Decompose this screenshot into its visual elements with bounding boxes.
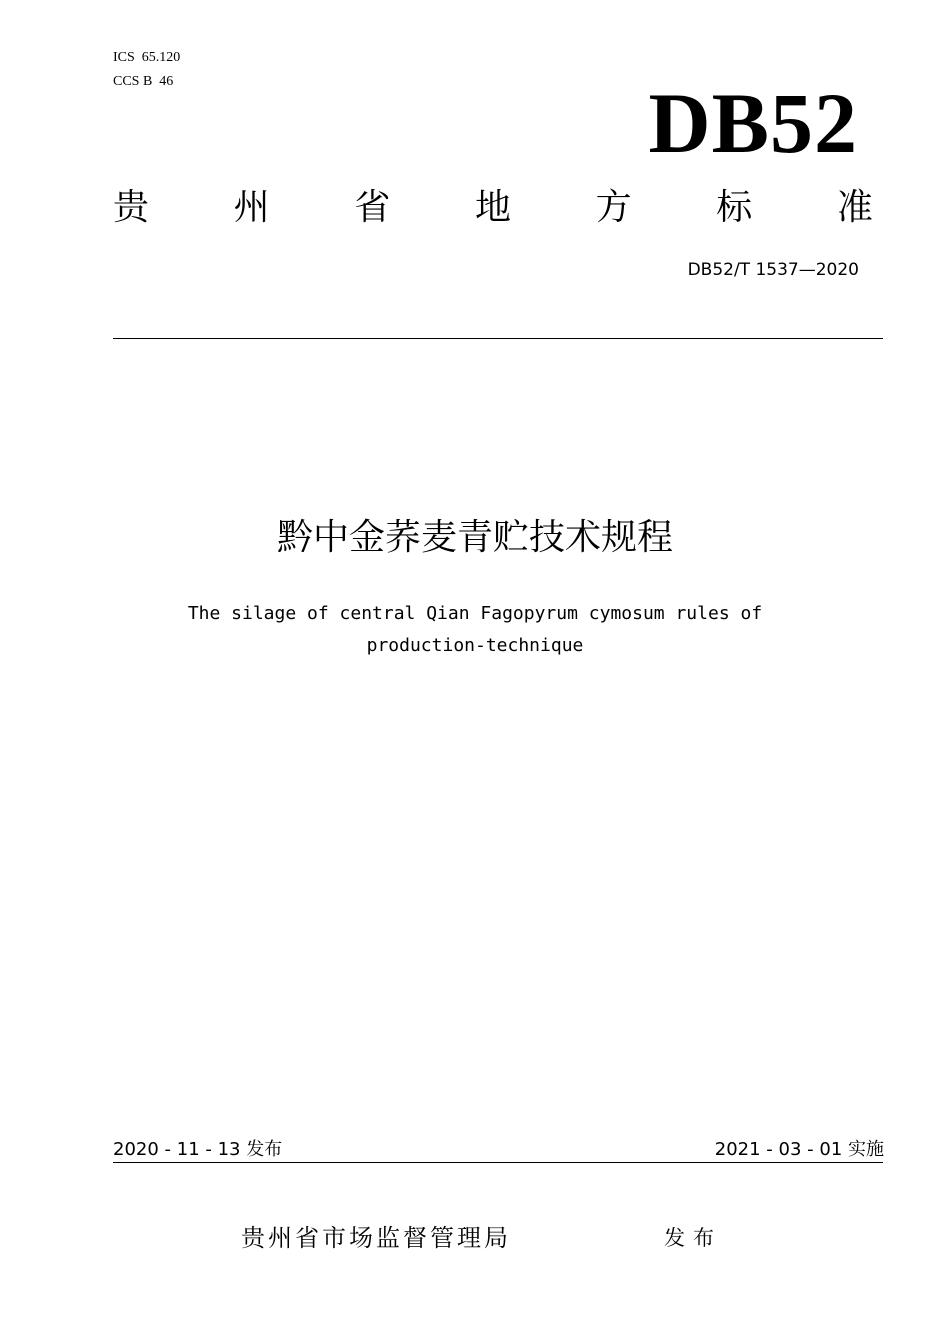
footer-divider — [113, 1162, 883, 1163]
standard-number: DB52/T 1537—2020 — [687, 260, 859, 280]
title-english-line: production-technique — [366, 635, 584, 656]
title-english-line: The silage of central Qian Fagopyrum cymosum rules of — [187, 603, 763, 624]
standard-type-char: 地 — [474, 187, 511, 228]
standard-type-char: 准 — [836, 187, 873, 228]
header-divider — [113, 338, 883, 339]
standard-type-heading — [113, 186, 873, 230]
document-title-chinese: 黔中金荞麦青贮技术规程 — [276, 517, 673, 558]
implementation-date: 2021 - 03 - 01 实施 — [714, 1139, 884, 1160]
standard-type-char: 贵 — [113, 187, 150, 228]
issuing-authority: 贵州省市场监督管理局 — [241, 1224, 511, 1252]
standard-type-char: 州 — [233, 187, 270, 228]
ccs-code: CCS B 46 — [113, 74, 174, 89]
issue-action-label: 发布 — [664, 1226, 722, 1250]
standard-type-char: 省 — [354, 187, 391, 228]
standard-type-char: 方 — [595, 187, 632, 228]
ics-code: ICS 65.120 — [113, 50, 181, 65]
standard-code-heading: DB52 — [648, 75, 858, 171]
document-title-english — [150, 598, 800, 662]
issue-date: 2020 - 11 - 13 发布 — [113, 1139, 283, 1160]
standard-type-char: 标 — [716, 187, 753, 228]
